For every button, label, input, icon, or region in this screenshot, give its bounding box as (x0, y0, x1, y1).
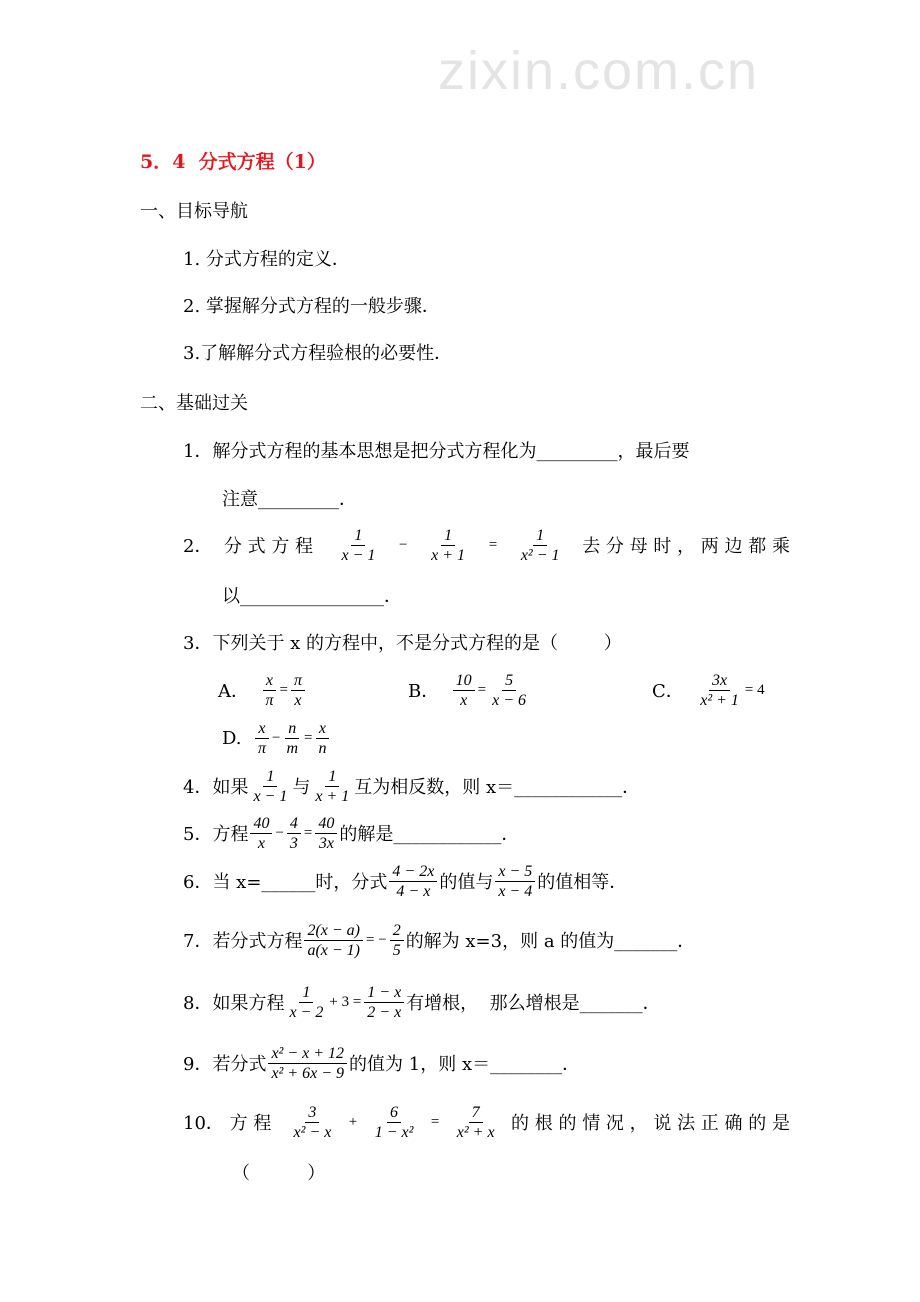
text-run: 10． 方 程 (183, 1113, 278, 1134)
denominator: x − 6 (492, 691, 527, 709)
numerator: 1 (441, 526, 455, 546)
text-run: 的值相等． (537, 872, 628, 893)
text-run: A． (218, 681, 261, 702)
math-operator: = (279, 681, 288, 698)
text-line-q1-cont (222, 473, 357, 523)
denominator: x − 1 (341, 546, 376, 564)
fraction (489, 671, 529, 710)
text-line-q3-b (408, 665, 531, 715)
page-title (140, 135, 326, 185)
numerator: π (291, 671, 305, 691)
numerator: n (285, 719, 299, 739)
fraction (389, 862, 437, 901)
fraction (262, 671, 276, 710)
text-line-q3-c (652, 665, 766, 715)
denominator: π (257, 739, 266, 757)
denominator: 5 (392, 941, 401, 959)
text-run: 的 根 的 情 况 ， 说 法 正 确 的 是 (511, 1113, 790, 1134)
text-run: 3.了解解分式方程验根的必要性． (183, 343, 453, 364)
text-run: 5．4 分式方程（1） (140, 150, 326, 173)
numerator: 2(x − a) (304, 921, 363, 941)
fraction (697, 671, 742, 710)
text-line-q5 (183, 808, 519, 858)
numerator: x − 5 (495, 862, 535, 882)
denominator: m (286, 739, 299, 757)
text-run: 7．若分式方程 (183, 931, 303, 952)
fraction (268, 1044, 347, 1083)
text-run: D. (222, 727, 253, 749)
text-line-q3-a (218, 665, 307, 715)
denominator: x − 2 (289, 1003, 324, 1021)
numerator: 1 (533, 526, 547, 546)
numerator: 5 (502, 671, 516, 691)
math-operator: − (275, 824, 284, 841)
numerator: 7 (469, 1103, 483, 1123)
fraction (315, 719, 329, 758)
numerator: 1 − x (364, 983, 404, 1003)
text-line-goal-3 (183, 327, 452, 377)
fraction (286, 983, 326, 1022)
numerator: 40 (250, 814, 272, 834)
text-run: 去 分 母 时 ， 两 边 都 乘 (582, 536, 790, 557)
denominator: 3 (289, 834, 298, 852)
numerator: x (255, 719, 268, 739)
denominator: x − 1 (253, 787, 288, 805)
math-operator: = (303, 824, 313, 841)
text-run: 5．方程 (183, 824, 249, 845)
text-run: 1. 分式方程的定义． (183, 249, 350, 270)
math-operator: = (304, 729, 313, 746)
text-run: 2． 分 式 方 程 (183, 536, 319, 557)
numerator: 3x (709, 671, 730, 691)
denominator: x (257, 834, 265, 852)
text-run: 2. 掌握解分式方程的一般步骤． (183, 296, 440, 317)
numerator: 4 − 2x (389, 862, 437, 882)
fraction (390, 921, 404, 960)
math-operator: = − (366, 931, 387, 948)
text-line-q9 (183, 1038, 580, 1088)
fraction (283, 719, 301, 758)
fraction (428, 526, 468, 565)
numerator: x (263, 671, 276, 691)
fraction (315, 814, 337, 853)
denominator: x² + 6x − 9 (271, 1064, 345, 1082)
text-line-q1 (183, 425, 790, 475)
text-line-q4 (183, 761, 640, 811)
section-heading (140, 377, 248, 427)
text-run: 4．如果 (183, 777, 249, 798)
text-run: （ ） (232, 1163, 326, 1184)
text-line-q6 (183, 856, 627, 906)
text-run: 3．下列关于 x 的方程中，不是分式方程的是（ ） (183, 633, 622, 654)
text-run: 9．若分式 (183, 1054, 267, 1075)
fraction (453, 671, 475, 710)
fraction (250, 814, 272, 853)
numerator: 2 (390, 921, 404, 941)
text-run: 注意_________． (222, 489, 357, 510)
numerator: x (316, 719, 329, 739)
denominator: 4 − x (396, 882, 431, 900)
math-operator: = 4 (744, 681, 765, 698)
text-run: B． (408, 681, 451, 702)
fraction (255, 719, 269, 758)
text-run: 互为相反数，则 x＝____________． (354, 777, 641, 798)
numerator: x² − x + 12 (268, 1044, 347, 1064)
denominator: x² − x (293, 1123, 332, 1141)
denominator: 3x (318, 834, 334, 852)
denominator: x + 1 (431, 546, 466, 564)
text-run: 的解是____________． (339, 824, 520, 845)
numerator: 1 (325, 767, 339, 787)
text-line-q10-cont (232, 1147, 325, 1197)
fraction (250, 767, 290, 806)
text-run: 的值与 (439, 872, 494, 893)
numerator: 1 (351, 526, 365, 546)
denominator: x + 1 (315, 787, 350, 805)
text-run: 8．如果方程 (183, 993, 285, 1014)
numerator: 4 (287, 814, 301, 834)
text-line-q10 (183, 1097, 790, 1147)
math-operator: = (477, 681, 487, 698)
fraction (287, 814, 301, 853)
text-run: 一、目标导航 (140, 201, 248, 222)
section-heading (140, 185, 248, 235)
text-line-goal-2 (183, 280, 440, 330)
numerator: 10 (453, 671, 475, 691)
text-run: 1．解分式方程的基本思想是把分式方程化为_________，最后要 (183, 441, 690, 462)
fraction (495, 862, 535, 901)
fraction (364, 983, 404, 1022)
text-run: 的值为 1，则 x＝________． (349, 1054, 581, 1075)
math-operator: = (430, 1113, 440, 1130)
denominator: x − 4 (498, 882, 533, 900)
fraction (291, 671, 305, 710)
fraction (338, 526, 378, 565)
text-line-q8 (183, 977, 661, 1027)
math-operator: − (271, 729, 281, 746)
numerator: 40 (315, 814, 337, 834)
fraction (372, 1103, 417, 1142)
denominator: x (294, 691, 302, 709)
text-run: 以________________． (222, 586, 402, 607)
denominator: n (318, 739, 327, 757)
denominator: x² − 1 (520, 546, 560, 564)
math-operator: + (348, 1113, 358, 1130)
denominator: a(x − 1) (307, 941, 361, 959)
text-run: C． (652, 681, 696, 702)
numerator: 1 (299, 983, 313, 1003)
text-line-q3-d (222, 713, 331, 763)
denominator: x² + 1 (700, 691, 739, 709)
math-operator: = (488, 536, 498, 553)
fraction (312, 767, 352, 806)
text-run: 的解为 x=3，则 a 的值为_______． (405, 931, 696, 952)
numerator: 1 (263, 767, 277, 787)
fraction (454, 1103, 498, 1142)
denominator: x (460, 691, 468, 709)
fraction (304, 921, 363, 960)
denominator: π (265, 691, 274, 709)
text-line-q7 (183, 915, 695, 965)
text-run: 二、基础过关 (140, 393, 248, 414)
numerator: 6 (387, 1103, 401, 1123)
denominator: x² + x (456, 1123, 495, 1141)
text-run: 6．当 x=______时，分式 (183, 872, 388, 893)
denominator: 1 − x² (374, 1123, 414, 1141)
fraction (518, 526, 563, 565)
text-line-goal-1 (183, 233, 350, 283)
text-line-q2-cont (222, 570, 402, 620)
watermark: zixin.com.cn (438, 41, 760, 101)
text-run: 与 (292, 777, 311, 798)
fraction (291, 1103, 335, 1142)
numerator: 3 (305, 1103, 319, 1123)
math-operator: + 3 = (329, 993, 362, 1010)
denominator: 2 − x (367, 1003, 402, 1021)
text-line-q2 (183, 520, 790, 570)
text-line-q3 (183, 617, 622, 667)
text-run: 有增根， 那么增根是_______． (406, 993, 661, 1014)
math-operator: − (399, 536, 408, 553)
